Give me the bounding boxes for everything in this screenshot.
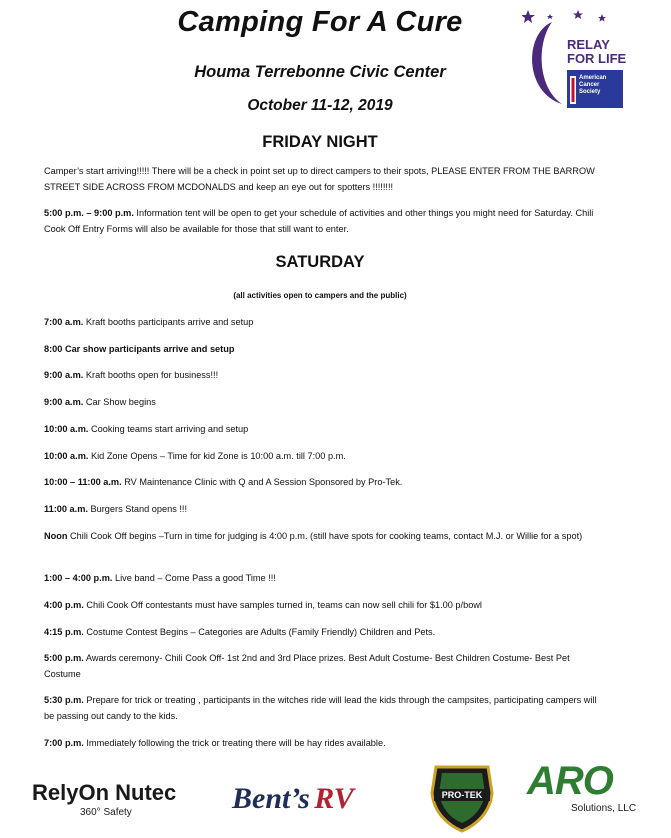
- schedule-item: [44, 368, 604, 384]
- relay-society: American Cancer Society: [579, 75, 607, 95]
- schedule-item: [44, 693, 604, 724]
- item-time: 11:00 a.m.: [44, 504, 88, 514]
- protek-logo: [426, 763, 498, 833]
- relyon-nutec-logo: [32, 782, 176, 818]
- item-text: Kraft booths participants arrive and setup: [83, 317, 254, 327]
- item-text: Awards ceremony- Chili Cook Off- 1st 2nd and 3rd Place prizes. Best Adult Costume- Best Children Costume- Best Pet Costume: [44, 653, 570, 679]
- item-time: 4:00 p.m.: [44, 600, 84, 610]
- relay-line2: FOR LIFE: [567, 51, 627, 66]
- bents-rv: RV: [314, 782, 354, 815]
- friday-item: [44, 206, 604, 237]
- saturday-heading: SATURDAY: [275, 253, 365, 271]
- item-text: Kid Zone Opens – Time for kid Zone is 10:00 a.m. till 7:00 p.m.: [88, 451, 346, 461]
- item-text: Chili Cook Off contestants must have samples turned in, teams can now sell chili for $1.00 p/bowl: [83, 600, 482, 610]
- schedule-item: [44, 598, 604, 614]
- item-text: Kraft booths open for business!!!: [83, 370, 219, 380]
- relay-for-life-logo: [522, 8, 632, 112]
- item-text: Cooking teams start arriving and setup: [88, 424, 249, 434]
- item-time: 4:15 p.m.: [44, 627, 84, 637]
- item-time: Noon: [44, 531, 68, 541]
- relyon-name: RelyOn Nutec: [32, 780, 177, 805]
- aro-sub: Solutions, LLC: [571, 803, 637, 814]
- schedule-item: [44, 736, 604, 752]
- friday-item-time: 5:00 p.m. – 9:00 p.m.: [44, 208, 134, 218]
- venue-name: Houma Terrebonne Civic Center: [194, 63, 446, 81]
- item-text: Chili Cook Off begins –Turn in time for judging is 4:00 p.m. (still have spots for cooking teams, contact M.J. or Willie for a spot): [67, 531, 583, 541]
- saturday-subheading: (all activities open to campers and the public): [233, 291, 407, 300]
- schedule-item: [44, 449, 604, 465]
- schedule-item: [44, 395, 604, 411]
- item-text: Prepare for trick or treating , participants in the witches ride will lead the kids through the campsites, participating campers will be passing out candy to the kids.: [44, 695, 597, 721]
- schedule-item: [44, 529, 604, 545]
- friday-item-text: Information tent will be open to get your schedule of activities and other things you might need for Saturday. Chili Cook Off Entry Forms will also be available for those that still want to enter.: [44, 208, 594, 234]
- item-time: 10:00 – 11:00 a.m.: [44, 477, 122, 487]
- schedule-item: [44, 571, 604, 587]
- item-time: 10:00 a.m.: [44, 424, 89, 434]
- item-time: 1:00 – 4:00 p.m.: [44, 573, 113, 583]
- item-time: 8:00 Car show participants arrive and setup: [44, 344, 235, 354]
- item-time: 7:00 a.m.: [44, 317, 84, 327]
- item-time: 10:00 a.m.: [44, 451, 89, 461]
- item-time: 9:00 a.m.: [44, 370, 84, 380]
- aro-logo: [527, 760, 637, 814]
- item-time: 5:30 p.m.: [44, 695, 84, 705]
- schedule-item: [44, 502, 604, 518]
- event-date: October 11-12, 2019: [247, 97, 393, 114]
- item-text: Costume Contest Begins – Categories are Adults (Family Friendly) Children and Pets.: [83, 627, 436, 637]
- friday-heading: FRIDAY NIGHT: [262, 133, 378, 151]
- item-text: Car Show begins: [83, 397, 156, 407]
- schedule-item: [44, 475, 604, 491]
- item-time: 5:00 p.m.: [44, 653, 84, 663]
- schedule-item: [44, 651, 604, 682]
- item-time: 7:00 p.m.: [44, 738, 84, 748]
- bents-rv-logo: [232, 782, 354, 816]
- relay-line1: RELAY: [567, 37, 610, 52]
- item-text: Live band – Come Pass a good Time !!!: [112, 573, 276, 583]
- bents-name: Bent’s: [232, 782, 310, 815]
- relyon-sub: 360° Safety: [80, 807, 132, 818]
- protek-name: PRO-TEK: [441, 790, 483, 800]
- item-text: RV Maintenance Clinic with Q and A Session Sponsored by Pro-Tek.: [121, 477, 403, 487]
- item-text: Burgers Stand opens !!!: [87, 504, 188, 514]
- item-time: 9:00 a.m.: [44, 397, 84, 407]
- schedule-item: [44, 422, 604, 438]
- schedule-item: [44, 315, 604, 331]
- schedule-item: [44, 342, 604, 358]
- page-title: Camping For A Cure: [177, 6, 463, 38]
- friday-intro: Camper’s start arriving!!!!! There will be a check in point set up to direct campers to their spots, PLEASE ENTER FROM THE BARROW STREET SIDE ACROSS FROM MCDONALDS and keep an eye out for spotters !!!!!!!!: [44, 166, 595, 192]
- aro-name: ARO: [527, 759, 613, 803]
- item-text: Immediately following the trick or treating there will be hay rides available.: [83, 738, 386, 748]
- schedule-item: [44, 625, 604, 641]
